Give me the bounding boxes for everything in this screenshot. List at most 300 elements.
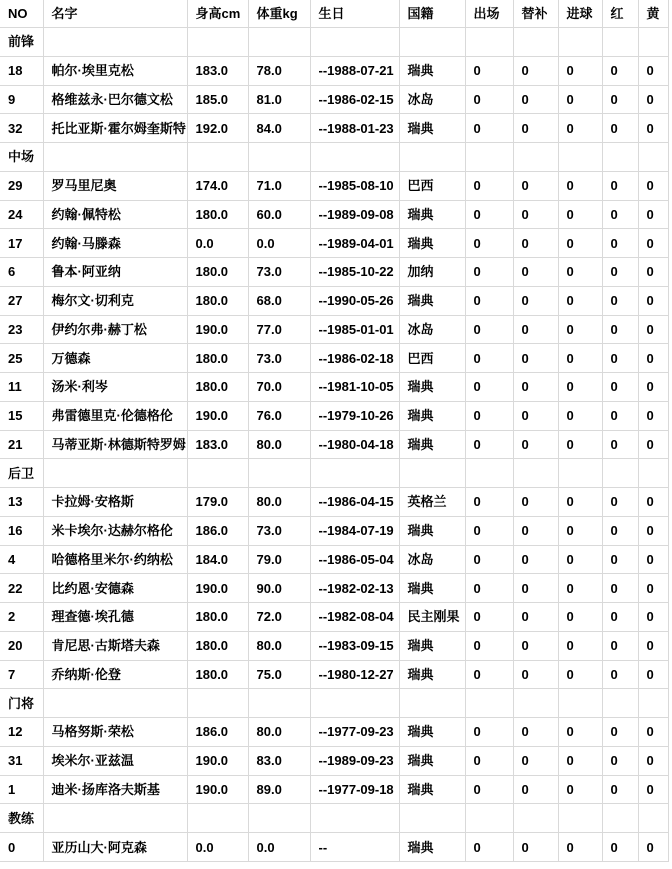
cell-yellow-cards: 0 [638, 315, 668, 344]
cell-substitute: 0 [513, 85, 558, 114]
cell-substitute: 0 [513, 718, 558, 747]
cell-substitute: 0 [513, 488, 558, 517]
cell-weight: 75.0 [248, 660, 310, 689]
cell-nationality: 瑞典 [399, 660, 465, 689]
cell-red-cards: 0 [602, 56, 638, 85]
cell-yellow-cards: 0 [638, 660, 668, 689]
table-row [0, 344, 668, 373]
cell-height: 180.0 [187, 603, 248, 632]
empty-cell [187, 28, 248, 57]
empty-cell [602, 689, 638, 718]
cell-yellow-cards: 0 [638, 286, 668, 315]
cell-name: 万德森 [43, 344, 187, 373]
cell-birthday: --1989-04-01 [310, 229, 399, 258]
table-row [0, 401, 668, 430]
cell-red-cards: 0 [602, 516, 638, 545]
cell-nationality: 瑞典 [399, 574, 465, 603]
table-row [0, 85, 668, 114]
cell-yellow-cards: 0 [638, 171, 668, 200]
cell-appearances: 0 [465, 114, 513, 143]
cell-weight: 73.0 [248, 516, 310, 545]
cell-weight: 80.0 [248, 488, 310, 517]
cell-name: 乔纳斯·伦登 [43, 660, 187, 689]
cell-yellow-cards: 0 [638, 775, 668, 804]
table-row [0, 488, 668, 517]
cell-substitute: 0 [513, 516, 558, 545]
cell-goals: 0 [558, 488, 602, 517]
cell-weight: 77.0 [248, 315, 310, 344]
cell-weight: 71.0 [248, 171, 310, 200]
empty-cell [465, 689, 513, 718]
section-label: 中场 [0, 143, 43, 172]
empty-cell [465, 804, 513, 833]
table-row [0, 430, 668, 459]
cell-appearances: 0 [465, 286, 513, 315]
cell-yellow-cards: 0 [638, 430, 668, 459]
cell-red-cards: 0 [602, 373, 638, 402]
cell-height: 190.0 [187, 315, 248, 344]
cell-goals: 0 [558, 775, 602, 804]
cell-birthday: --1986-02-15 [310, 85, 399, 114]
header-row [0, 0, 668, 28]
cell-nationality: 瑞典 [399, 373, 465, 402]
cell-birthday: --1982-02-13 [310, 574, 399, 603]
cell-birthday: --1989-09-08 [310, 200, 399, 229]
table-row [0, 200, 668, 229]
empty-cell [43, 804, 187, 833]
cell-substitute: 0 [513, 258, 558, 287]
cell-red-cards: 0 [602, 286, 638, 315]
cell-weight: 73.0 [248, 344, 310, 373]
cell-appearances: 0 [465, 660, 513, 689]
cell-yellow-cards: 0 [638, 200, 668, 229]
cell-appearances: 0 [465, 200, 513, 229]
cell-substitute: 0 [513, 545, 558, 574]
cell-name: 鲁本·阿亚纳 [43, 258, 187, 287]
cell-weight: 89.0 [248, 775, 310, 804]
cell-substitute: 0 [513, 373, 558, 402]
cell-goals: 0 [558, 286, 602, 315]
cell-height: 180.0 [187, 200, 248, 229]
cell-birthday: -- [310, 833, 399, 862]
cell-weight: 73.0 [248, 258, 310, 287]
cell-height: 180.0 [187, 373, 248, 402]
empty-cell [43, 689, 187, 718]
column-header-appearances: 出场 [465, 0, 513, 28]
cell-goals: 0 [558, 56, 602, 85]
cell-birthday: --1986-02-18 [310, 344, 399, 373]
cell-no: 0 [0, 833, 43, 862]
cell-nationality: 瑞典 [399, 430, 465, 459]
cell-weight: 68.0 [248, 286, 310, 315]
cell-height: 183.0 [187, 430, 248, 459]
section-label: 后卫 [0, 459, 43, 488]
table-row [0, 603, 668, 632]
cell-nationality: 瑞典 [399, 229, 465, 258]
cell-appearances: 0 [465, 488, 513, 517]
cell-name: 约翰·马滕森 [43, 229, 187, 258]
empty-cell [602, 143, 638, 172]
cell-weight: 60.0 [248, 200, 310, 229]
cell-substitute: 0 [513, 430, 558, 459]
cell-red-cards: 0 [602, 718, 638, 747]
cell-substitute: 0 [513, 401, 558, 430]
cell-yellow-cards: 0 [638, 344, 668, 373]
cell-height: 180.0 [187, 344, 248, 373]
cell-substitute: 0 [513, 114, 558, 143]
cell-yellow-cards: 0 [638, 373, 668, 402]
cell-height: 183.0 [187, 56, 248, 85]
cell-substitute: 0 [513, 315, 558, 344]
cell-goals: 0 [558, 315, 602, 344]
cell-height: 0.0 [187, 229, 248, 258]
cell-red-cards: 0 [602, 775, 638, 804]
cell-nationality: 加纳 [399, 258, 465, 287]
empty-cell [43, 143, 187, 172]
section-row [0, 689, 668, 718]
cell-birthday: --1977-09-18 [310, 775, 399, 804]
cell-no: 1 [0, 775, 43, 804]
empty-cell [187, 143, 248, 172]
cell-yellow-cards: 0 [638, 545, 668, 574]
empty-cell [399, 459, 465, 488]
cell-name: 帕尔·埃里克松 [43, 56, 187, 85]
cell-goals: 0 [558, 516, 602, 545]
cell-birthday: --1985-08-10 [310, 171, 399, 200]
cell-goals: 0 [558, 229, 602, 258]
section-label: 门将 [0, 689, 43, 718]
cell-height: 190.0 [187, 746, 248, 775]
cell-weight: 81.0 [248, 85, 310, 114]
cell-goals: 0 [558, 660, 602, 689]
cell-no: 23 [0, 315, 43, 344]
empty-cell [558, 459, 602, 488]
cell-height: 190.0 [187, 775, 248, 804]
cell-nationality: 冰岛 [399, 85, 465, 114]
column-header-goals: 进球 [558, 0, 602, 28]
cell-substitute: 0 [513, 631, 558, 660]
empty-cell [513, 459, 558, 488]
cell-height: 0.0 [187, 833, 248, 862]
empty-cell [310, 28, 399, 57]
column-header-birthday: 生日 [310, 0, 399, 28]
empty-cell [602, 459, 638, 488]
table-row [0, 258, 668, 287]
cell-red-cards: 0 [602, 545, 638, 574]
cell-name: 哈德格里米尔·约纳松 [43, 545, 187, 574]
empty-cell [638, 689, 668, 718]
cell-red-cards: 0 [602, 631, 638, 660]
cell-red-cards: 0 [602, 833, 638, 862]
cell-no: 31 [0, 746, 43, 775]
cell-appearances: 0 [465, 574, 513, 603]
cell-birthday: --1980-12-27 [310, 660, 399, 689]
empty-cell [558, 28, 602, 57]
cell-goals: 0 [558, 344, 602, 373]
cell-no: 4 [0, 545, 43, 574]
column-header-yellow-cards: 黄 [638, 0, 668, 28]
cell-red-cards: 0 [602, 574, 638, 603]
cell-yellow-cards: 0 [638, 488, 668, 517]
cell-yellow-cards: 0 [638, 516, 668, 545]
column-header-red-cards: 红 [602, 0, 638, 28]
cell-name: 理查德·埃孔德 [43, 603, 187, 632]
cell-name: 格维兹永·巴尔德文松 [43, 85, 187, 114]
cell-substitute: 0 [513, 171, 558, 200]
cell-goals: 0 [558, 373, 602, 402]
cell-nationality: 瑞典 [399, 114, 465, 143]
cell-birthday: --1985-01-01 [310, 315, 399, 344]
empty-cell [43, 28, 187, 57]
cell-yellow-cards: 0 [638, 746, 668, 775]
cell-goals: 0 [558, 85, 602, 114]
cell-nationality: 瑞典 [399, 516, 465, 545]
cell-weight: 70.0 [248, 373, 310, 402]
cell-birthday: --1990-05-26 [310, 286, 399, 315]
cell-no: 27 [0, 286, 43, 315]
cell-no: 7 [0, 660, 43, 689]
empty-cell [310, 143, 399, 172]
cell-no: 6 [0, 258, 43, 287]
cell-nationality: 英格兰 [399, 488, 465, 517]
empty-cell [399, 143, 465, 172]
table-row [0, 746, 668, 775]
empty-cell [399, 28, 465, 57]
cell-appearances: 0 [465, 718, 513, 747]
empty-cell [248, 689, 310, 718]
section-row [0, 459, 668, 488]
cell-birthday: --1989-09-23 [310, 746, 399, 775]
cell-no: 32 [0, 114, 43, 143]
cell-nationality: 瑞典 [399, 833, 465, 862]
cell-goals: 0 [558, 401, 602, 430]
cell-height: 190.0 [187, 401, 248, 430]
cell-height: 180.0 [187, 631, 248, 660]
cell-red-cards: 0 [602, 171, 638, 200]
cell-no: 29 [0, 171, 43, 200]
cell-birthday: --1982-08-04 [310, 603, 399, 632]
cell-height: 186.0 [187, 718, 248, 747]
cell-birthday: --1985-10-22 [310, 258, 399, 287]
cell-goals: 0 [558, 258, 602, 287]
cell-yellow-cards: 0 [638, 85, 668, 114]
cell-red-cards: 0 [602, 114, 638, 143]
cell-weight: 84.0 [248, 114, 310, 143]
empty-cell [248, 28, 310, 57]
cell-weight: 80.0 [248, 430, 310, 459]
cell-height: 192.0 [187, 114, 248, 143]
table-row [0, 516, 668, 545]
cell-nationality: 瑞典 [399, 401, 465, 430]
table-row [0, 660, 668, 689]
empty-cell [602, 804, 638, 833]
empty-cell [465, 28, 513, 57]
empty-cell [465, 459, 513, 488]
column-header-height: 身高cm [187, 0, 248, 28]
cell-yellow-cards: 0 [638, 718, 668, 747]
cell-appearances: 0 [465, 545, 513, 574]
cell-red-cards: 0 [602, 488, 638, 517]
cell-name: 托比亚斯·霍尔姆奎斯特 [43, 114, 187, 143]
cell-weight: 83.0 [248, 746, 310, 775]
table-row [0, 545, 668, 574]
cell-red-cards: 0 [602, 603, 638, 632]
cell-substitute: 0 [513, 603, 558, 632]
cell-height: 180.0 [187, 660, 248, 689]
cell-appearances: 0 [465, 516, 513, 545]
cell-nationality: 冰岛 [399, 545, 465, 574]
cell-appearances: 0 [465, 315, 513, 344]
cell-appearances: 0 [465, 258, 513, 287]
table-row [0, 833, 668, 862]
empty-cell [187, 459, 248, 488]
table-row [0, 718, 668, 747]
cell-name: 弗雷德里克·伦德格伦 [43, 401, 187, 430]
cell-red-cards: 0 [602, 315, 638, 344]
cell-substitute: 0 [513, 746, 558, 775]
section-label: 教练 [0, 804, 43, 833]
cell-nationality: 民主刚果 [399, 603, 465, 632]
cell-weight: 80.0 [248, 718, 310, 747]
cell-no: 20 [0, 631, 43, 660]
empty-cell [187, 804, 248, 833]
cell-weight: 0.0 [248, 229, 310, 258]
cell-name: 梅尔文·切利克 [43, 286, 187, 315]
cell-goals: 0 [558, 545, 602, 574]
cell-nationality: 巴西 [399, 344, 465, 373]
cell-name: 米卡埃尔·达赫尔格伦 [43, 516, 187, 545]
empty-cell [638, 459, 668, 488]
cell-nationality: 瑞典 [399, 200, 465, 229]
cell-name: 罗马里尼奥 [43, 171, 187, 200]
cell-substitute: 0 [513, 775, 558, 804]
cell-no: 11 [0, 373, 43, 402]
cell-birthday: --1979-10-26 [310, 401, 399, 430]
cell-no: 21 [0, 430, 43, 459]
cell-goals: 0 [558, 746, 602, 775]
empty-cell [399, 804, 465, 833]
cell-substitute: 0 [513, 344, 558, 373]
cell-no: 15 [0, 401, 43, 430]
cell-weight: 78.0 [248, 56, 310, 85]
empty-cell [513, 804, 558, 833]
cell-red-cards: 0 [602, 85, 638, 114]
section-row [0, 28, 668, 57]
empty-cell [43, 459, 187, 488]
cell-appearances: 0 [465, 430, 513, 459]
cell-red-cards: 0 [602, 401, 638, 430]
cell-yellow-cards: 0 [638, 401, 668, 430]
cell-red-cards: 0 [602, 660, 638, 689]
cell-birthday: --1983-09-15 [310, 631, 399, 660]
cell-no: 2 [0, 603, 43, 632]
cell-birthday: --1984-07-19 [310, 516, 399, 545]
empty-cell [187, 689, 248, 718]
empty-cell [558, 804, 602, 833]
empty-cell [558, 143, 602, 172]
cell-name: 伊约尔弗·赫丁松 [43, 315, 187, 344]
empty-cell [310, 689, 399, 718]
cell-name: 马蒂亚斯·林德斯特罗姆 [43, 430, 187, 459]
empty-cell [602, 28, 638, 57]
cell-no: 13 [0, 488, 43, 517]
cell-nationality: 瑞典 [399, 631, 465, 660]
cell-goals: 0 [558, 574, 602, 603]
cell-red-cards: 0 [602, 430, 638, 459]
cell-goals: 0 [558, 171, 602, 200]
cell-name: 亚历山大·阿克森 [43, 833, 187, 862]
empty-cell [248, 143, 310, 172]
cell-substitute: 0 [513, 286, 558, 315]
cell-height: 179.0 [187, 488, 248, 517]
cell-height: 174.0 [187, 171, 248, 200]
cell-goals: 0 [558, 114, 602, 143]
cell-appearances: 0 [465, 85, 513, 114]
empty-cell [513, 689, 558, 718]
cell-name: 汤米·利岑 [43, 373, 187, 402]
cell-nationality: 瑞典 [399, 286, 465, 315]
cell-goals: 0 [558, 603, 602, 632]
empty-cell [310, 804, 399, 833]
cell-appearances: 0 [465, 401, 513, 430]
cell-height: 186.0 [187, 516, 248, 545]
empty-cell [638, 804, 668, 833]
cell-appearances: 0 [465, 603, 513, 632]
cell-goals: 0 [558, 631, 602, 660]
cell-birthday: --1988-01-23 [310, 114, 399, 143]
cell-birthday: --1977-09-23 [310, 718, 399, 747]
cell-red-cards: 0 [602, 200, 638, 229]
table-row [0, 229, 668, 258]
cell-birthday: --1980-04-18 [310, 430, 399, 459]
table-row [0, 56, 668, 85]
cell-no: 16 [0, 516, 43, 545]
cell-substitute: 0 [513, 574, 558, 603]
cell-birthday: --1986-04-15 [310, 488, 399, 517]
empty-cell [399, 689, 465, 718]
empty-cell [310, 459, 399, 488]
table-row [0, 373, 668, 402]
section-row [0, 143, 668, 172]
table-row [0, 171, 668, 200]
cell-name: 马格努斯·荣松 [43, 718, 187, 747]
column-header-no: NO [0, 0, 43, 28]
cell-nationality: 冰岛 [399, 315, 465, 344]
column-header-nationality: 国籍 [399, 0, 465, 28]
cell-weight: 72.0 [248, 603, 310, 632]
cell-appearances: 0 [465, 631, 513, 660]
cell-yellow-cards: 0 [638, 631, 668, 660]
cell-yellow-cards: 0 [638, 229, 668, 258]
empty-cell [248, 459, 310, 488]
empty-cell [465, 143, 513, 172]
cell-birthday: --1981-10-05 [310, 373, 399, 402]
column-header-name: 名字 [43, 0, 187, 28]
cell-name: 比约恩·安德森 [43, 574, 187, 603]
cell-birthday: --1986-05-04 [310, 545, 399, 574]
column-header-substitute: 替补 [513, 0, 558, 28]
cell-appearances: 0 [465, 775, 513, 804]
cell-height: 180.0 [187, 286, 248, 315]
empty-cell [248, 804, 310, 833]
cell-nationality: 巴西 [399, 171, 465, 200]
cell-no: 22 [0, 574, 43, 603]
cell-weight: 90.0 [248, 574, 310, 603]
empty-cell [638, 143, 668, 172]
cell-nationality: 瑞典 [399, 746, 465, 775]
cell-no: 18 [0, 56, 43, 85]
table-row [0, 775, 668, 804]
